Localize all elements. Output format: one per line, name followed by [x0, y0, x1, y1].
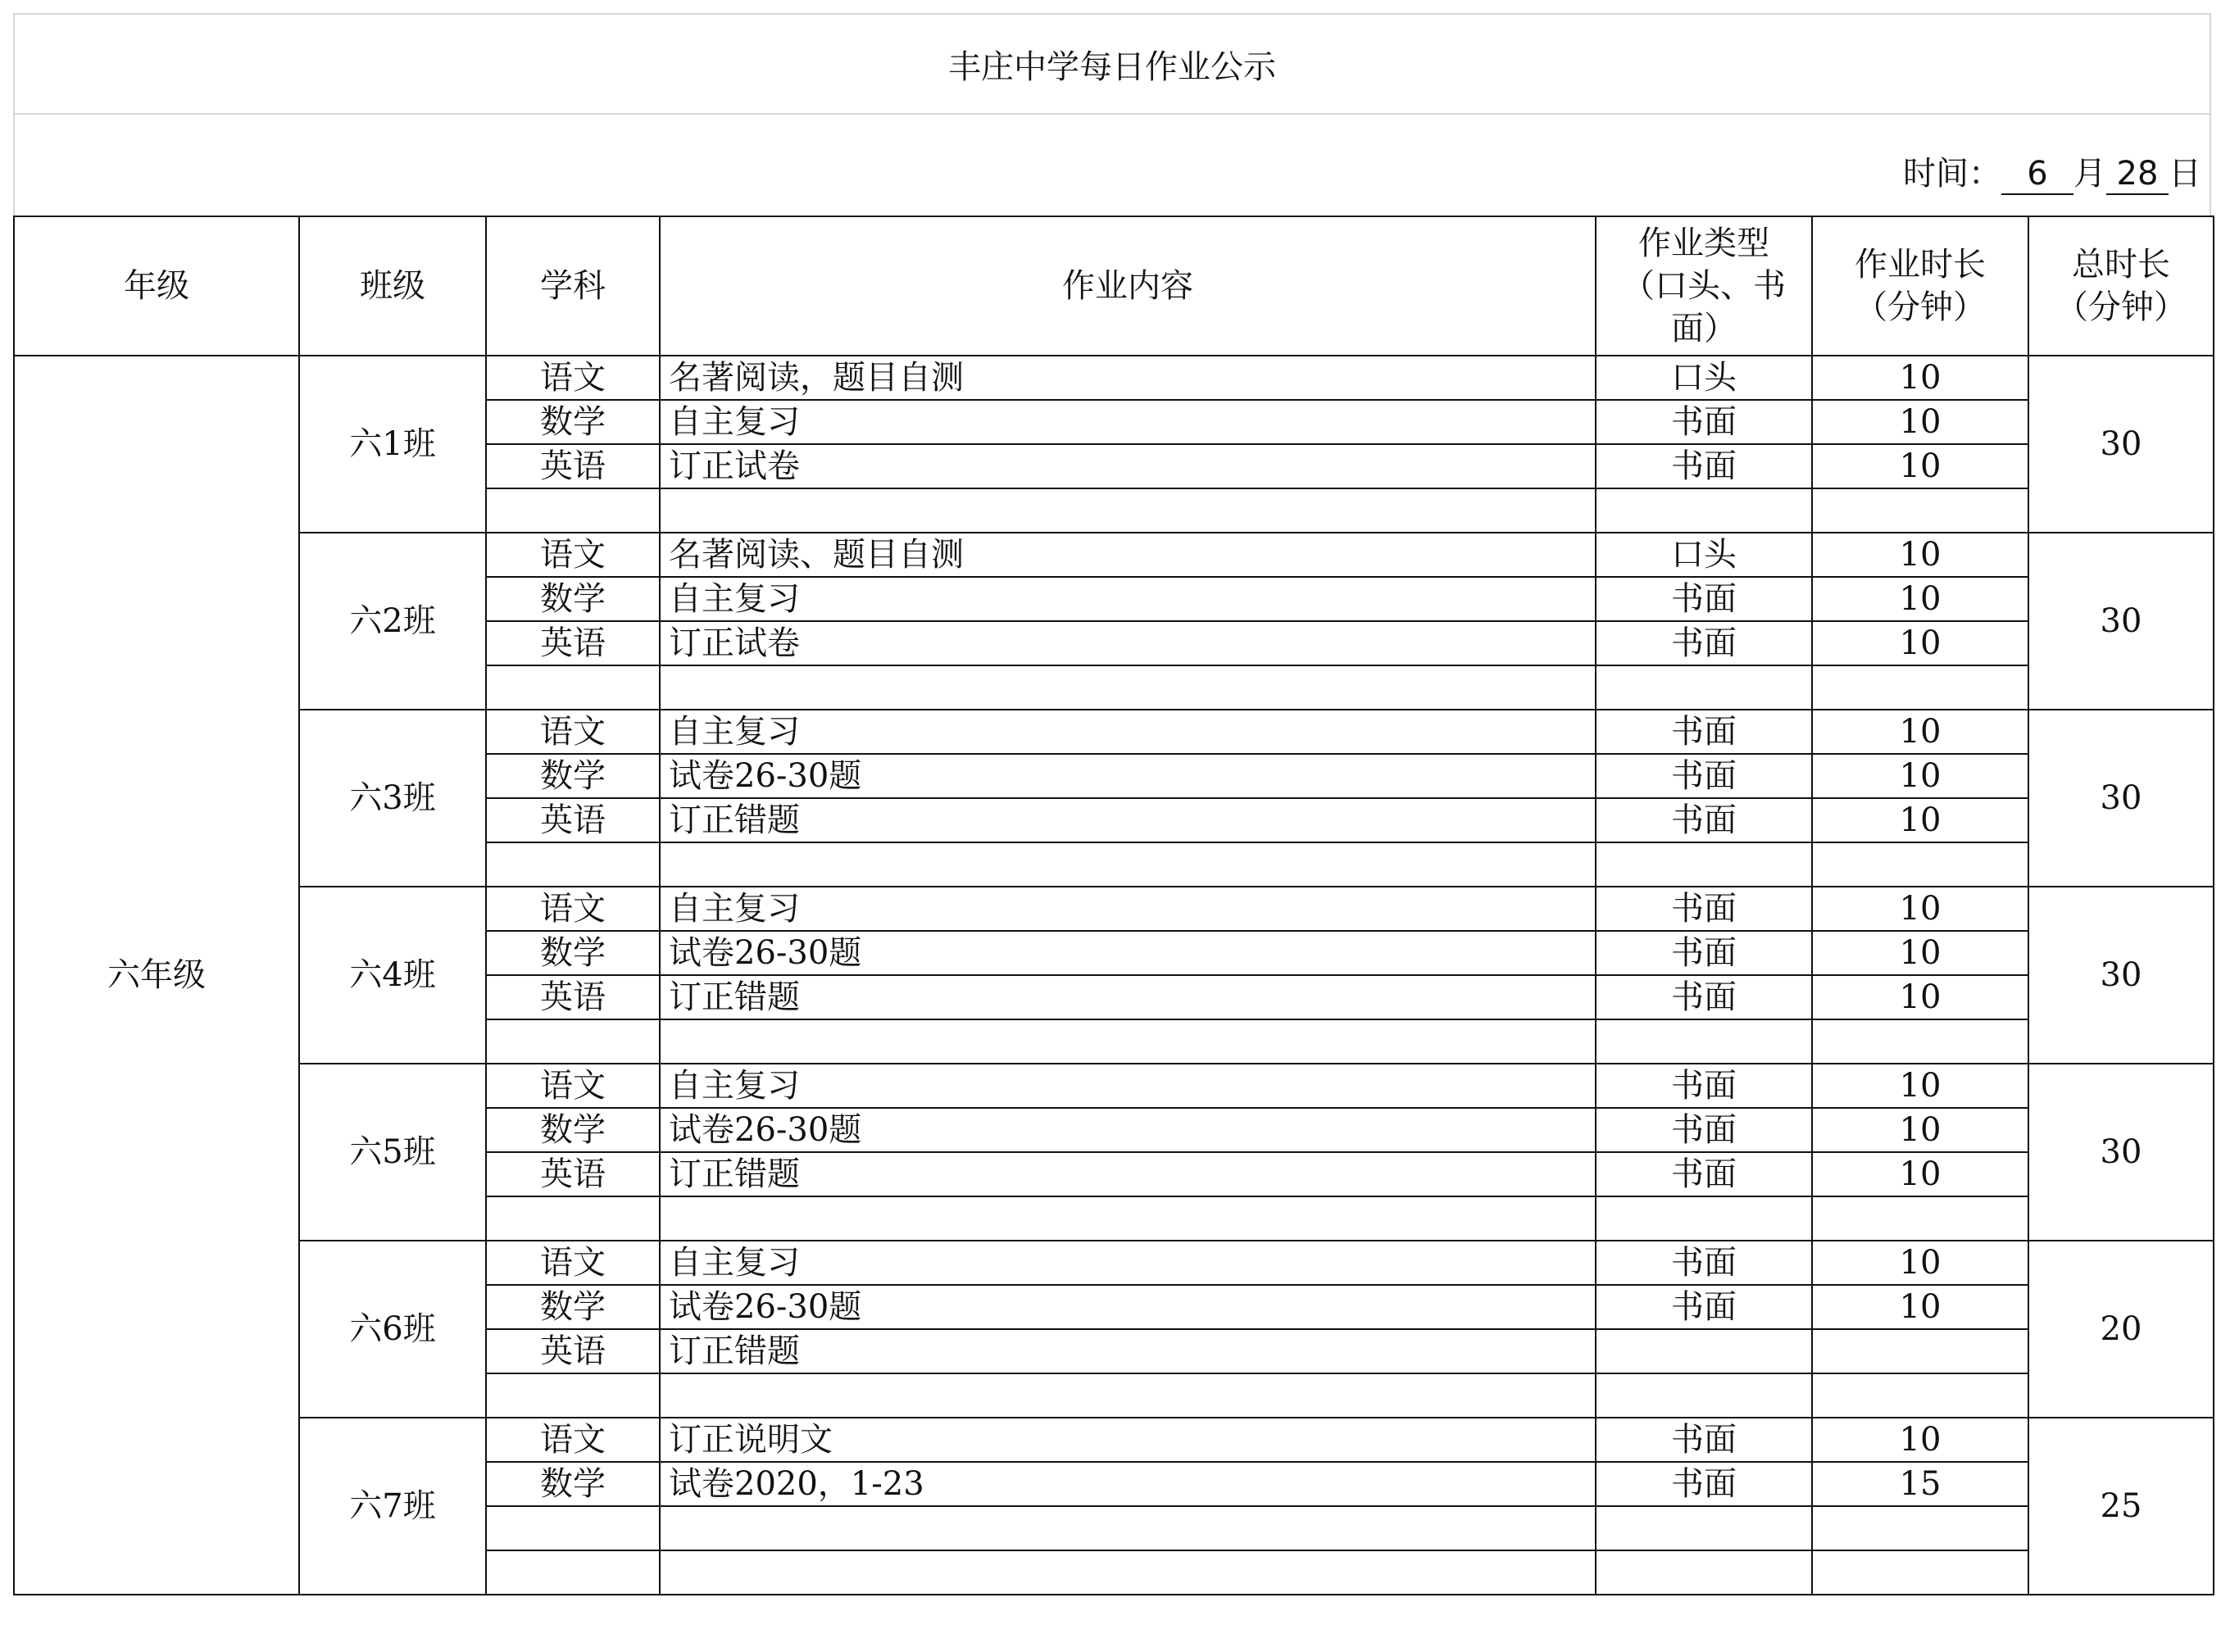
type-cell[interactable]: 书面 — [1596, 577, 1812, 621]
type-cell[interactable] — [1596, 1019, 1812, 1064]
type-cell[interactable]: 书面 — [1596, 1152, 1812, 1196]
content-cell[interactable]: 自主复习 — [660, 887, 1596, 931]
minutes-cell[interactable]: 10 — [1812, 1152, 2028, 1196]
content-cell[interactable]: 订正错题 — [660, 1152, 1596, 1196]
minutes-cell[interactable]: 10 — [1812, 400, 2028, 444]
table-body — [14, 356, 2214, 1595]
header-class[interactable]: 班级 — [299, 216, 486, 356]
subject-cell[interactable]: 数学 — [486, 577, 660, 621]
minutes-cell[interactable]: 10 — [1812, 533, 2028, 577]
header-content[interactable]: 作业内容 — [660, 216, 1596, 356]
total-cell[interactable]: 30 — [2028, 710, 2214, 887]
type-cell[interactable] — [1596, 1506, 1812, 1550]
minutes-cell[interactable] — [1812, 488, 2028, 533]
subject-cell[interactable] — [486, 1373, 660, 1418]
total-cell[interactable]: 25 — [2028, 1418, 2214, 1595]
date-cell[interactable] — [13, 113, 2211, 216]
content-cell[interactable]: 自主复习 — [660, 400, 1596, 444]
type-cell[interactable]: 书面 — [1596, 621, 1812, 665]
subject-cell[interactable]: 数学 — [486, 400, 660, 444]
minutes-cell[interactable] — [1812, 1550, 2028, 1595]
content-cell[interactable] — [660, 665, 1596, 710]
total-cell[interactable]: 30 — [2028, 533, 2214, 710]
sheet-title: 丰庄中学每日作业公示 — [948, 48, 1276, 86]
content-cell[interactable]: 试卷2020，1-23 — [660, 1462, 1596, 1506]
subject-cell[interactable]: 语文 — [486, 356, 660, 400]
minutes-cell[interactable]: 10 — [1812, 621, 2028, 665]
subject-cell[interactable] — [486, 1196, 660, 1241]
subject-cell[interactable]: 英语 — [486, 1329, 660, 1373]
content-cell[interactable] — [660, 842, 1596, 887]
type-cell[interactable]: 书面 — [1596, 444, 1812, 488]
date-day: 28 — [2106, 154, 2169, 195]
subject-cell[interactable] — [486, 1019, 660, 1064]
date-label: 时间： — [1903, 155, 2001, 193]
subject-cell[interactable]: 语文 — [486, 1418, 660, 1462]
minutes-cell[interactable] — [1812, 1373, 2028, 1418]
table-row — [14, 1241, 2214, 1285]
type-cell[interactable]: 书面 — [1596, 887, 1812, 931]
subject-cell[interactable]: 英语 — [486, 798, 660, 842]
minutes-cell[interactable]: 10 — [1812, 356, 2028, 400]
content-cell[interactable] — [660, 488, 1596, 533]
minutes-cell[interactable]: 10 — [1812, 577, 2028, 621]
content-cell[interactable] — [660, 1373, 1596, 1418]
type-cell[interactable]: 书面 — [1596, 1418, 1812, 1462]
type-cell[interactable] — [1596, 1550, 1812, 1595]
type-cell[interactable]: 书面 — [1596, 710, 1812, 754]
class-cell[interactable]: 六6班 — [299, 1241, 486, 1418]
class-cell[interactable]: 六1班 — [299, 356, 486, 533]
subject-cell[interactable]: 数学 — [486, 931, 660, 975]
minutes-cell[interactable] — [1812, 1196, 2028, 1241]
type-cell[interactable]: 书面 — [1596, 975, 1812, 1019]
total-cell[interactable]: 30 — [2028, 887, 2214, 1064]
content-cell[interactable]: 订正试卷 — [660, 444, 1596, 488]
minutes-cell[interactable] — [1812, 842, 2028, 887]
subject-cell[interactable]: 语文 — [486, 533, 660, 577]
subject-cell[interactable]: 英语 — [486, 1152, 660, 1196]
minutes-cell[interactable]: 10 — [1812, 710, 2028, 754]
type-cell[interactable]: 口头 — [1596, 356, 1812, 400]
subject-cell[interactable]: 数学 — [486, 1462, 660, 1506]
content-cell[interactable] — [660, 1550, 1596, 1595]
subject-cell[interactable]: 英语 — [486, 975, 660, 1019]
minutes-cell[interactable]: 10 — [1812, 931, 2028, 975]
header-row — [14, 216, 2214, 356]
subject-cell[interactable]: 数学 — [486, 1285, 660, 1329]
subject-cell[interactable]: 英语 — [486, 621, 660, 665]
grade-cell[interactable]: 六年级 — [14, 356, 299, 1595]
minutes-cell[interactable] — [1812, 1019, 2028, 1064]
table-row — [14, 533, 2214, 577]
subject-cell[interactable] — [486, 1506, 660, 1550]
type-cell[interactable]: 书面 — [1596, 754, 1812, 798]
table-row — [14, 356, 2214, 400]
subject-cell[interactable]: 语文 — [486, 710, 660, 754]
type-cell[interactable]: 书面 — [1596, 400, 1812, 444]
subject-cell[interactable] — [486, 1550, 660, 1595]
content-cell[interactable] — [660, 1506, 1596, 1550]
type-cell[interactable]: 书面 — [1596, 931, 1812, 975]
subject-cell[interactable] — [486, 842, 660, 887]
minutes-cell[interactable] — [1812, 665, 2028, 710]
type-cell[interactable]: 书面 — [1596, 1462, 1812, 1506]
subject-cell[interactable]: 数学 — [486, 754, 660, 798]
subject-cell[interactable]: 语文 — [486, 887, 660, 931]
type-cell[interactable] — [1596, 1373, 1812, 1418]
date-month-unit: 月 — [2073, 155, 2106, 193]
total-cell[interactable]: 30 — [2028, 356, 2214, 533]
type-cell[interactable]: 书面 — [1596, 1108, 1812, 1152]
date-month: 6 — [2001, 154, 2073, 195]
subject-cell[interactable]: 数学 — [486, 1108, 660, 1152]
content-cell[interactable]: 试卷26-30题 — [660, 754, 1596, 798]
date-line — [1903, 148, 2201, 195]
minutes-cell[interactable]: 10 — [1812, 1285, 2028, 1329]
content-cell[interactable]: 试卷26-30题 — [660, 1285, 1596, 1329]
header-duration[interactable]: 作业时长 （分钟） — [1812, 216, 2028, 356]
minutes-cell[interactable] — [1812, 1506, 2028, 1550]
content-cell[interactable]: 订正说明文 — [660, 1418, 1596, 1462]
type-cell[interactable] — [1596, 842, 1812, 887]
type-cell[interactable]: 口头 — [1596, 533, 1812, 577]
minutes-cell[interactable]: 10 — [1812, 1418, 2028, 1462]
subject-cell[interactable]: 语文 — [486, 1064, 660, 1108]
type-cell[interactable] — [1596, 1329, 1812, 1373]
minutes-cell[interactable]: 10 — [1812, 1241, 2028, 1285]
sheet-title-cell[interactable] — [13, 13, 2211, 113]
subject-cell[interactable]: 语文 — [486, 1241, 660, 1285]
header-total[interactable]: 总时长 （分钟） — [2028, 216, 2214, 356]
content-cell[interactable]: 订正错题 — [660, 798, 1596, 842]
table-row — [14, 1064, 2214, 1108]
content-cell[interactable] — [660, 1196, 1596, 1241]
content-cell[interactable]: 自主复习 — [660, 710, 1596, 754]
content-cell[interactable]: 自主复习 — [660, 1064, 1596, 1108]
table-row — [14, 887, 2214, 931]
minutes-cell[interactable]: 10 — [1812, 1108, 2028, 1152]
table-row — [14, 710, 2214, 754]
minutes-cell[interactable] — [1812, 1329, 2028, 1373]
content-cell[interactable]: 试卷26-30题 — [660, 931, 1596, 975]
type-cell[interactable]: 书面 — [1596, 1241, 1812, 1285]
header-grade[interactable]: 年级 — [14, 216, 299, 356]
total-cell[interactable]: 20 — [2028, 1241, 2214, 1418]
content-cell[interactable] — [660, 1019, 1596, 1064]
subject-cell[interactable] — [486, 488, 660, 533]
type-cell[interactable] — [1596, 488, 1812, 533]
minutes-cell[interactable]: 10 — [1812, 444, 2028, 488]
subject-cell[interactable]: 英语 — [486, 444, 660, 488]
content-cell[interactable]: 试卷26-30题 — [660, 1108, 1596, 1152]
class-cell[interactable]: 六5班 — [299, 1064, 486, 1241]
homework-table — [13, 216, 2214, 1595]
type-cell[interactable]: 书面 — [1596, 1285, 1812, 1329]
content-cell[interactable]: 自主复习 — [660, 577, 1596, 621]
minutes-cell[interactable]: 10 — [1812, 887, 2028, 931]
class-cell[interactable]: 六7班 — [299, 1418, 486, 1595]
minutes-cell[interactable]: 10 — [1812, 798, 2028, 842]
subject-cell[interactable] — [486, 665, 660, 710]
type-cell[interactable]: 书面 — [1596, 798, 1812, 842]
date-day-unit: 日 — [2169, 155, 2201, 193]
content-cell[interactable]: 自主复习 — [660, 1241, 1596, 1285]
minutes-cell[interactable]: 15 — [1812, 1462, 2028, 1506]
content-cell[interactable]: 订正试卷 — [660, 621, 1596, 665]
class-cell[interactable]: 六4班 — [299, 887, 486, 1064]
total-cell[interactable]: 30 — [2028, 1064, 2214, 1241]
type-cell[interactable] — [1596, 1196, 1812, 1241]
class-cell[interactable]: 六3班 — [299, 710, 486, 887]
content-cell[interactable]: 订正错题 — [660, 1329, 1596, 1373]
header-subject[interactable]: 学科 — [486, 216, 660, 356]
content-cell[interactable]: 名著阅读，题目自测 — [660, 356, 1596, 400]
table-row — [14, 1418, 2214, 1462]
minutes-cell[interactable]: 10 — [1812, 975, 2028, 1019]
minutes-cell[interactable]: 10 — [1812, 1064, 2028, 1108]
header-type[interactable]: 作业类型 （口头、书 面） — [1596, 216, 1812, 356]
type-cell[interactable]: 书面 — [1596, 1064, 1812, 1108]
minutes-cell[interactable]: 10 — [1812, 754, 2028, 798]
content-cell[interactable]: 订正错题 — [660, 975, 1596, 1019]
type-cell[interactable] — [1596, 665, 1812, 710]
class-cell[interactable]: 六2班 — [299, 533, 486, 710]
content-cell[interactable]: 名著阅读、题目自测 — [660, 533, 1596, 577]
